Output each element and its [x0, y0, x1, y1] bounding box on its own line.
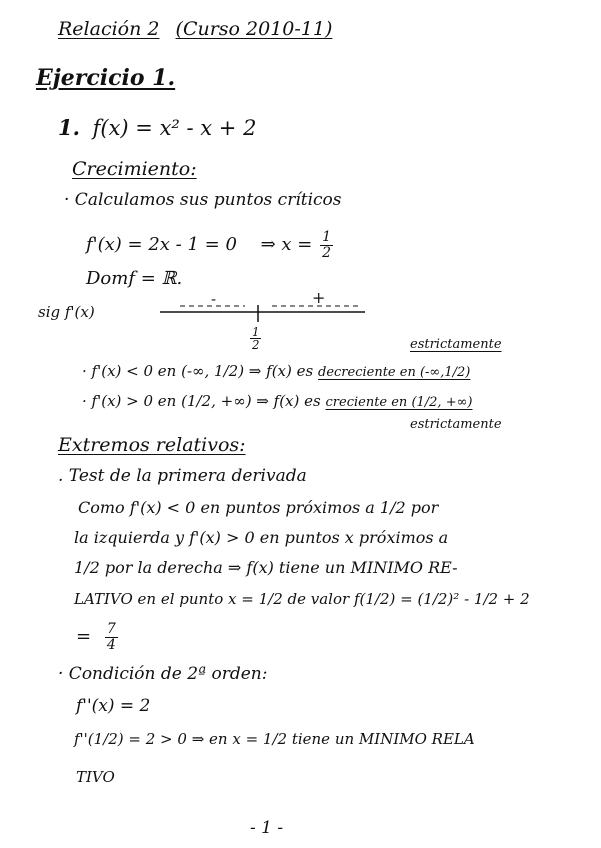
increasing-row	[82, 394, 473, 409]
strict-label-above: estrictamente	[410, 337, 502, 352]
implies-x: ⇒ x =	[260, 234, 313, 256]
sign-plus: +	[312, 288, 326, 307]
critical-points-step: · Calculamos sus puntos críticos	[64, 190, 342, 210]
header-title	[58, 20, 332, 39]
second-derivative: f''(x) = 2	[76, 696, 151, 716]
minimum-value-den: 4	[106, 636, 116, 653]
first-derivative-test: . Test de la primera derivada	[58, 466, 307, 486]
decreasing-row	[82, 364, 470, 379]
argument-line-1: Como f'(x) < 0 en puntos próximos a 1/2 por	[78, 498, 439, 517]
second-order-condition: · Condición de 2ª orden:	[58, 664, 268, 684]
relation-title: Relación 2	[58, 18, 160, 40]
increasing-conclusion: creciente en (1/2, +∞)	[325, 395, 473, 410]
derivative-eq-text: f'(x) = 2x - 1 = 0	[86, 234, 237, 256]
page-number: - 1 -	[250, 818, 284, 838]
fraction-denominator: 2	[322, 244, 332, 261]
decreasing-conclusion: decreciente en (-∞,1/2)	[318, 365, 471, 380]
function-definition: f(x) = x² - x + 2	[92, 116, 257, 140]
domain-line: Domf = ℝ.	[86, 268, 183, 289]
argument-line-2: la izquierda y f'(x) > 0 en puntos x próximos a	[74, 528, 449, 547]
second-derivative-eval: f''(1/2) = 2 > 0 ⇒ en x = 1/2 tiene un MINIMO RELA	[74, 730, 475, 748]
minimum-value	[76, 622, 120, 652]
crecimiento-title: Crecimiento:	[72, 158, 197, 180]
fraction-numerator: 1	[322, 229, 332, 245]
derivative-equation	[86, 230, 335, 260]
axis-critical-label	[248, 326, 263, 352]
decreasing-row-text: · f'(x) < 0 en (-∞, 1/2) ⇒ f(x) es	[82, 362, 314, 380]
axis-fraction-num: 1	[252, 325, 260, 339]
exercise-heading: Ejercicio 1.	[36, 65, 176, 91]
critical-point-fraction	[320, 230, 333, 260]
problem-statement	[58, 117, 256, 139]
sign-label: sig f'(x)	[38, 303, 95, 321]
course-label: (Curso 2010-11)	[175, 18, 333, 40]
sign-minus: -	[211, 290, 217, 308]
increasing-row-text: · f'(x) > 0 en (1/2, +∞) ⇒ f(x) es	[82, 392, 321, 410]
axis-fraction	[250, 326, 261, 352]
axis-fraction-den: 2	[252, 338, 260, 353]
strict-label-below: estrictamente	[410, 417, 502, 432]
argument-line-4: LATIVO en el punto x = 1/2 de valor f(1/2) = (1/2)² - 1/2 + 2	[74, 590, 530, 608]
equals-sign: =	[76, 626, 92, 648]
problem-number: 1.	[58, 115, 80, 140]
minimum-value-fraction	[105, 622, 118, 652]
minimum-value-num: 7	[106, 621, 116, 637]
extremos-title: Extremos relativos:	[58, 434, 246, 456]
argument-line-3: 1/2 por la derecha ⇒ f(x) tiene un MINIMO RE-	[74, 558, 458, 577]
second-derivative-tail: TIVO	[76, 768, 115, 786]
